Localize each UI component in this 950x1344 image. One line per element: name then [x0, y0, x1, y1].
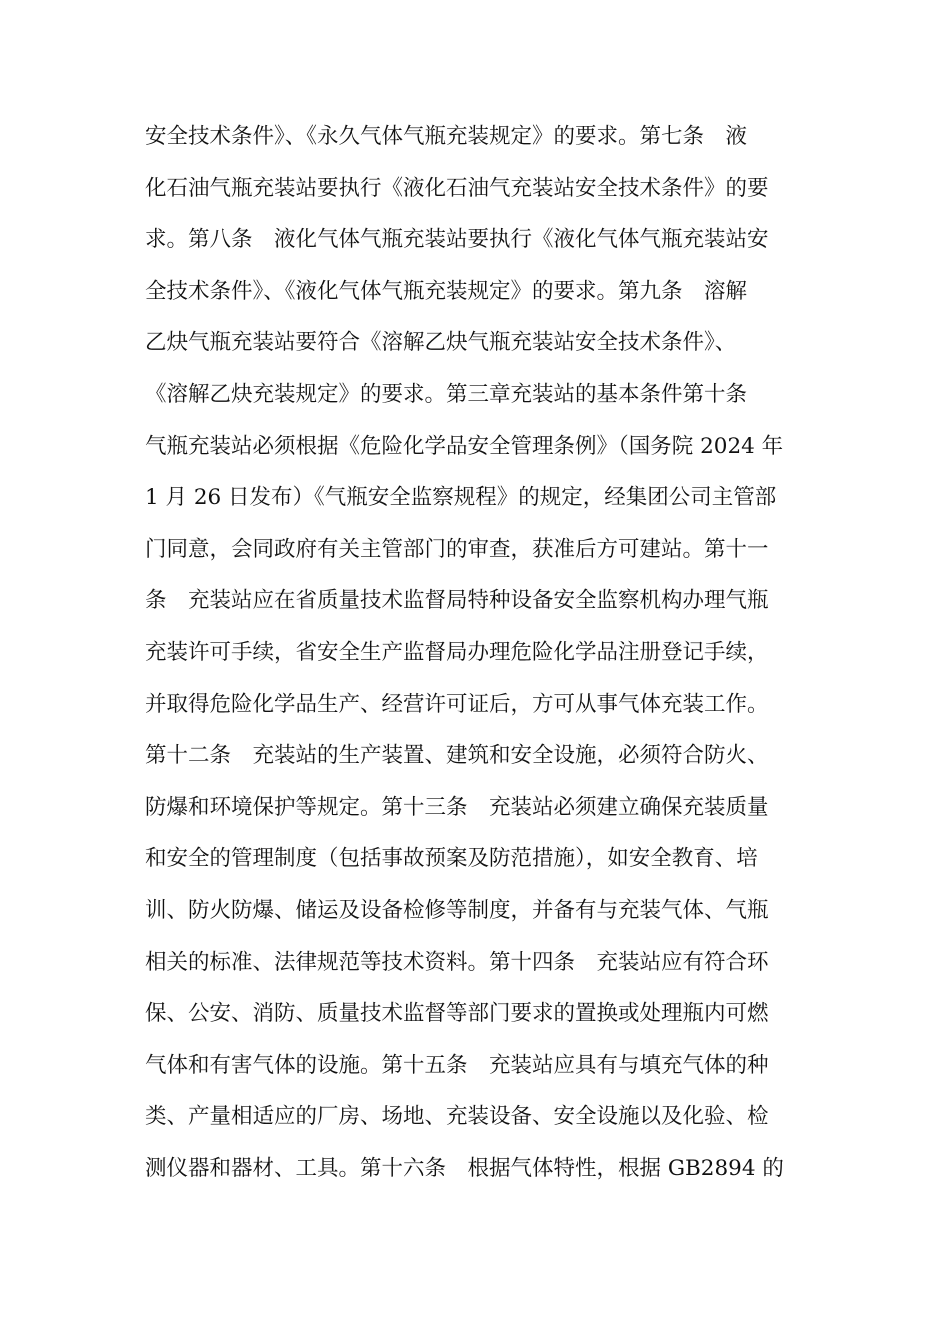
text-line: 保、公安、消防、质量技术监督等部门要求的置换或处理瓶内可燃	[145, 1001, 769, 1027]
text-line: 类、产量相适应的厂房、场地、充装设备、安全设施以及化验、检	[145, 1104, 769, 1130]
text-line: 《溶解乙炔充装规定》的要求。第三章充装站的基本条件第十条	[145, 381, 748, 407]
text-line: 充装许可手续，省安全生产监督局办理危险化学品注册登记手续，	[145, 639, 769, 665]
text-line: 化石油气瓶充装站要执行《液化石油气充装站安全技术条件》的要	[145, 175, 769, 201]
text-line: 并取得危险化学品生产、经营许可证后，方可从事气体充装工作。	[145, 691, 769, 717]
text-line: 求。第八条 液化气体气瓶充装站要执行《液化气体气瓶充装站安	[145, 227, 769, 253]
text-line: 条 充装站应在省质量技术监督局特种设备安全监察机构办理气瓶	[145, 588, 769, 614]
text-line: 全技术条件》、《液化气体气瓶充装规定》的要求。第九条 溶解	[145, 278, 748, 304]
text-line: 和安全的管理制度（包括事故预案及防范措施），如安全教育、培	[145, 846, 758, 872]
text-line: 门同意，会同政府有关主管部门的审查，获准后方可建站。第十一	[145, 536, 769, 562]
text-line: 安全技术条件》、《永久气体气瓶充装规定》的要求。第七条 液	[145, 124, 748, 149]
text-line: 防爆和环境保护等规定。第十三条 充装站必须建立确保充装质量	[145, 794, 769, 820]
text-line: 乙炔气瓶充装站要符合《溶解乙炔气瓶充装站安全技术条件》、	[145, 330, 737, 356]
body-text	[145, 117, 815, 1200]
text-line: 训、防火防爆、储运及设备检修等制度，并备有与充装气体、气瓶	[145, 897, 769, 923]
text-line: 气体和有害气体的设施。第十五条 充装站应具有与填充气体的种	[145, 1052, 769, 1078]
text-line: 测仪器和器材、工具。第十六条 根据气体特性，根据 GB2894 的	[145, 1155, 784, 1181]
text-line: 第十二条 充装站的生产装置、建筑和安全设施，必须符合防火、	[145, 743, 769, 769]
text-line: 1 月 26 日发布）《气瓶安全监察规程》的规定，经集团公司主管部	[145, 485, 777, 511]
text-line: 气瓶充装站必须根据《危险化学品安全管理条例》（国务院 2024 年	[145, 433, 784, 459]
text-line: 相关的标准、法律规范等技术资料。第十四条 充装站应有符合环	[145, 949, 769, 975]
